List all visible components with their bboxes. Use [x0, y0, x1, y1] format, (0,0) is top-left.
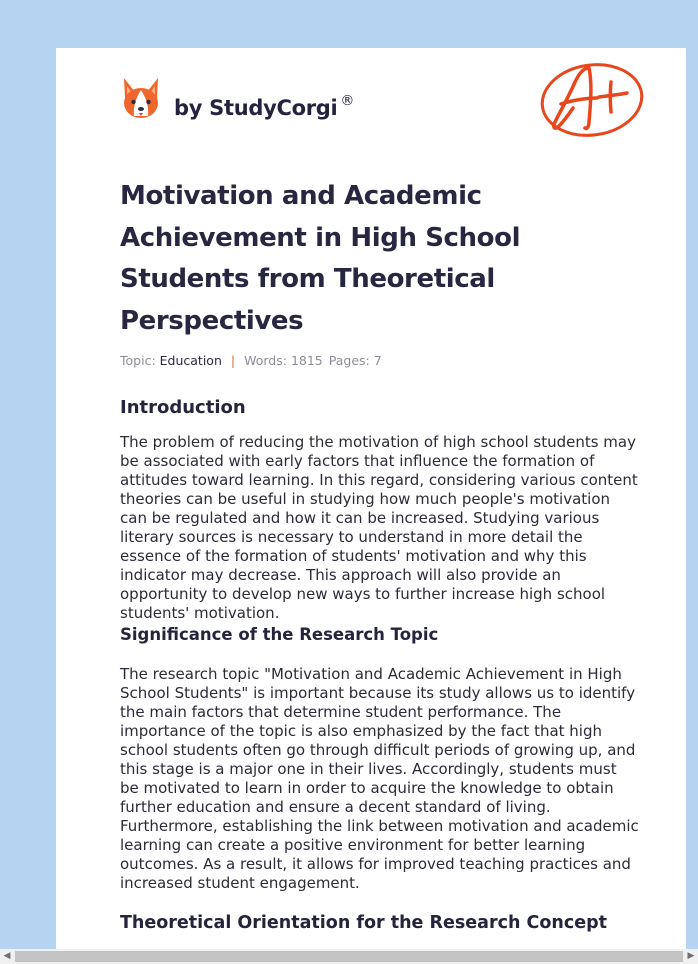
words-label: Words: [244, 353, 287, 368]
document-page [56, 48, 686, 949]
words-count: 1815 [290, 353, 323, 368]
document-title: Motivation and Academic Achievement in High School Students from Theoretical Perspectives [120, 181, 521, 336]
section-heading-introduction: Introduction [120, 397, 246, 418]
section-body-introduction: The problem of reducing the motivation of high school students may be associated with early factors that influence the formation of attitudes toward learning. In this regard, considering various content theories can be useful in studying how much people's motivation can be regulated and how it can be increased. Studying various literary sources is necessary to understand in more detail the essence of the formation of students' motivation and why this indicator may decrease. This approach will also provide an opportunity to develop new ways to further increase high school students' motivation. [120, 433, 638, 622]
registered-mark: ® [340, 93, 355, 109]
topic-label: Topic: [120, 353, 156, 368]
scroll-right-arrow-icon[interactable]: ▶ [687, 951, 695, 961]
brand-text: by StudyCorgi [174, 96, 338, 120]
section-body-significance: The research topic "Motivation and Academic Achievement in High School Students" is important because its study allows us to identify the main factors that determine student performance. The importance of the topic is also emphasized by the fact that high school students often go through difficult periods of growing up, and this stage is a major one in their lives. Accordingly, students must be motivated to learn in order to acquire the knowledge to obtain further education and ensure a decent standard of living. Furthermore, establishing the link between motivation and academic learning can create a positive environment for better learning outcomes. As a result, it allows for improved teaching practices and increased student engagement. [120, 665, 639, 892]
scrollbar-thumb[interactable] [15, 951, 683, 962]
pages-count: 7 [373, 353, 382, 368]
corgi-logo-icon[interactable] [121, 76, 161, 121]
grade-badge-icon [539, 60, 647, 140]
pages-label: Pages: [328, 353, 370, 368]
section-heading-significance: Significance of the Research Topic [120, 625, 439, 644]
brand-name[interactable] [174, 93, 354, 120]
topic-link[interactable]: Education [159, 353, 222, 368]
meta-separator: | [230, 353, 236, 368]
section-heading-theoretical-orientation: Theoretical Orientation for the Research Concept [120, 913, 607, 933]
document-meta [120, 353, 382, 368]
horizontal-scrollbar[interactable] [0, 949, 698, 964]
scroll-left-arrow-icon[interactable]: ◀ [3, 951, 11, 961]
